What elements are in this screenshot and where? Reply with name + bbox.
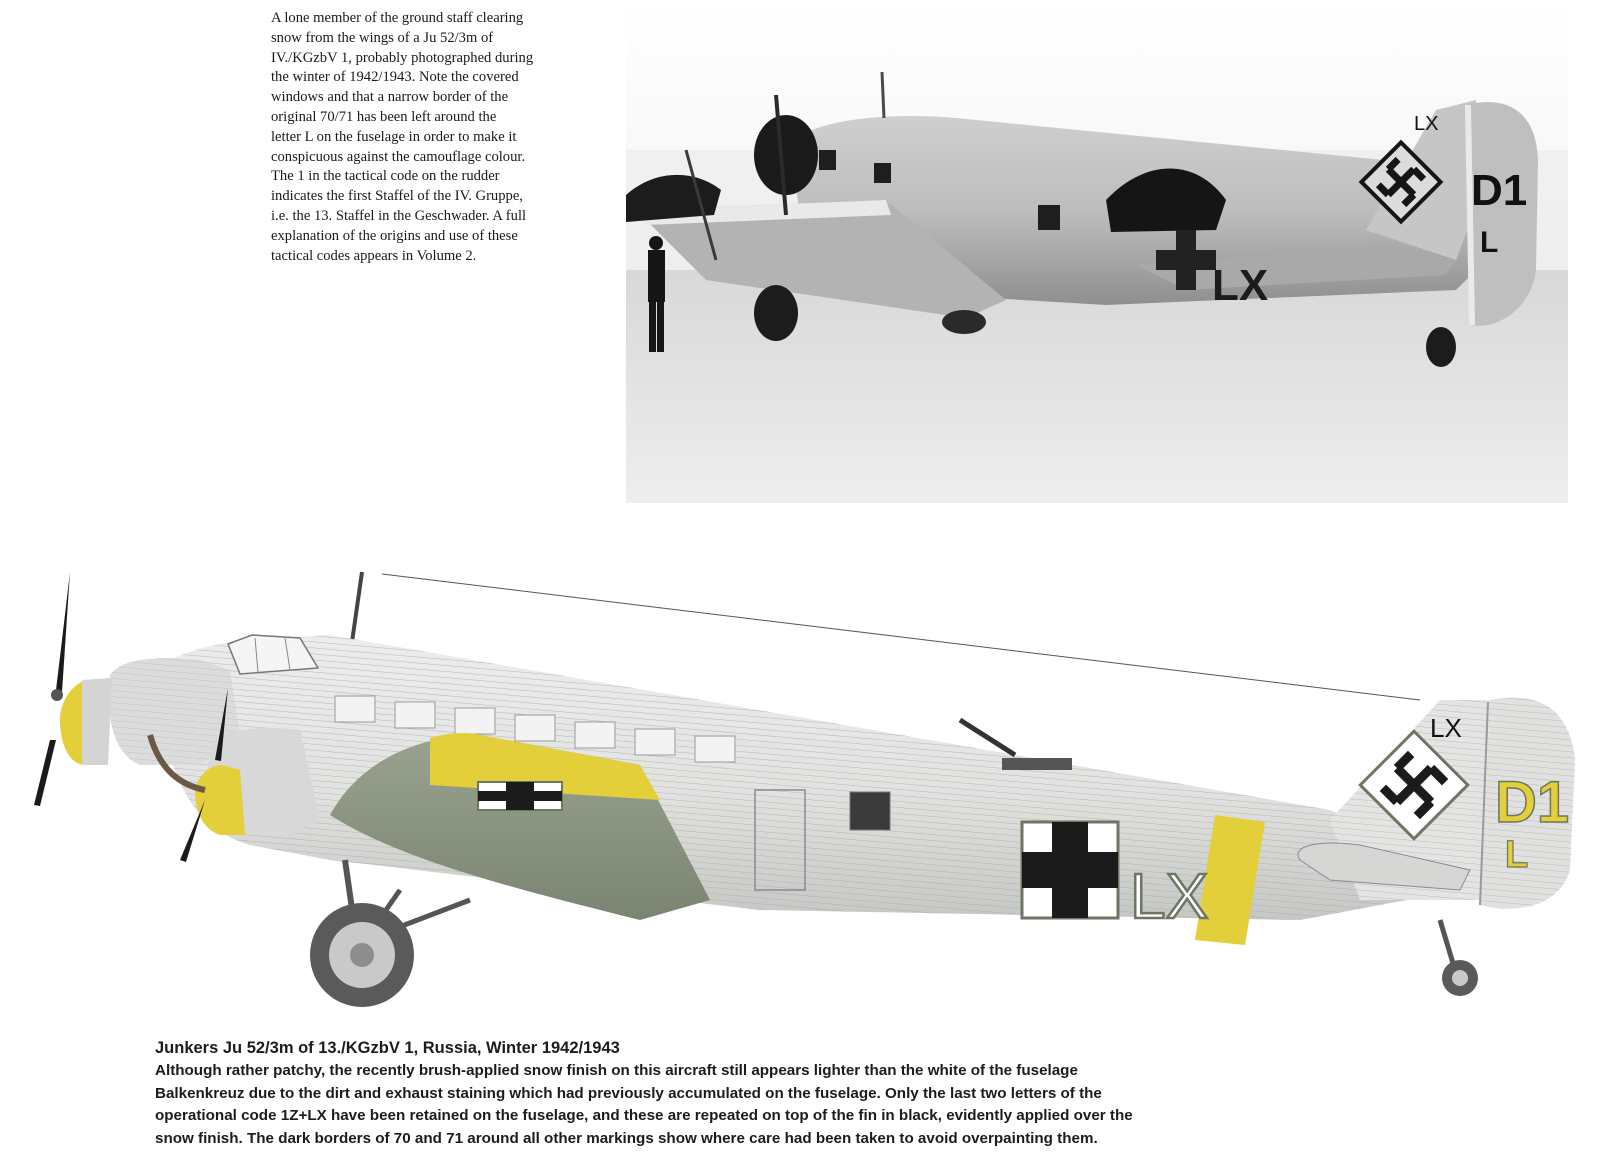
photo-caption-line: letter L on the fuselage in order to make it	[271, 128, 517, 145]
aircraft-profile-image	[0, 560, 1600, 1030]
photo-rudder-letter: L	[1480, 226, 1499, 259]
photo-window	[874, 163, 891, 183]
profile-caption-body	[155, 1060, 1535, 1150]
profile-rudder-letter: L	[1505, 834, 1529, 876]
photo-tail-wheel	[1426, 327, 1456, 367]
profile-side-gun-hatch	[850, 792, 890, 830]
profile-nose-propeller	[34, 572, 70, 806]
photo-caption-line: snow from the wings of a Ju 52/3m of	[271, 29, 494, 46]
photo-caption-line: conspicuous against the camouflage colour.	[271, 148, 526, 165]
photo-caption-line: i.e. the 13. Staffel in the Geschwader. A full	[271, 207, 527, 224]
photo-fuselage-code: LX	[1212, 261, 1269, 310]
photo-antenna-mast	[882, 72, 884, 118]
photo-caption-line: The 1 in the tactical code on the rudder	[271, 168, 500, 185]
profile-main-landing-gear	[310, 860, 470, 1007]
profile-wing-engine-yellow-ring	[195, 765, 245, 835]
photo-caption-line: the winter of 1942/1943. Note the covered	[271, 69, 519, 86]
photo-caption-line: windows and that a narrow border of the	[271, 89, 509, 106]
photo-main-wheel	[754, 285, 798, 341]
photo-engine-nose	[754, 115, 818, 195]
photo-caption-line: tactical codes appears in Volume 2.	[271, 247, 477, 264]
photo-window	[1038, 205, 1060, 230]
aircraft-photo-image	[626, 0, 1568, 503]
photo-caption	[271, 9, 591, 266]
profile-caption-line: Balkenkreuz due to the dirt and exhaust staining which had previously accumulated on the fuselage. Only the last two letters of the	[155, 1084, 1102, 1102]
photo-caption-line: original 70/71 has been left around the	[271, 108, 497, 125]
profile-caption	[155, 1038, 1535, 1150]
profile-rudder-code: D1	[1495, 770, 1570, 835]
profile-caption-title: Junkers Ju 52/3m of 13./KGzbV 1, Russia, Winter 1942/1943	[155, 1039, 620, 1057]
profile-fuselage-code: LX	[1130, 860, 1209, 932]
profile-fin-code: LX	[1430, 713, 1462, 743]
photo-window	[819, 150, 836, 170]
profile-balkenkreuz	[1022, 822, 1118, 918]
photo-fin-code: LX	[1414, 113, 1439, 135]
profile-antenna-mast	[352, 572, 362, 642]
profile-caption-line: operational code 1Z+LX have been retained on the fuselage, and these are repeated on top of the fin in black, evidently applied over the	[155, 1107, 1133, 1125]
aircraft-profile-illustration	[0, 560, 1600, 1030]
photo-caption-line: A lone member of the ground staff clearing	[271, 10, 524, 26]
profile-caption-line: snow finish. The dark borders of 70 and 71 around all other markings show where care had been taken to avoid overpainting them.	[155, 1129, 1098, 1147]
aircraft-photo	[626, 0, 1568, 503]
photo-caption-line: indicates the first Staffel of the IV. Gruppe,	[271, 188, 523, 205]
profile-tail-landing-gear	[1440, 920, 1478, 996]
profile-caption-line: Although rather patchy, the recently brush-applied snow finish on this aircraft still appears lighter than the white of the fuselage	[155, 1062, 1078, 1079]
photo-caption-line: IV./KGzbV 1, probably photographed during	[271, 49, 534, 66]
profile-wing-cross	[478, 782, 562, 810]
photo-rudder-code: D1	[1471, 166, 1528, 215]
photo-caption-line: explanation of the origins and use of these	[271, 227, 518, 244]
